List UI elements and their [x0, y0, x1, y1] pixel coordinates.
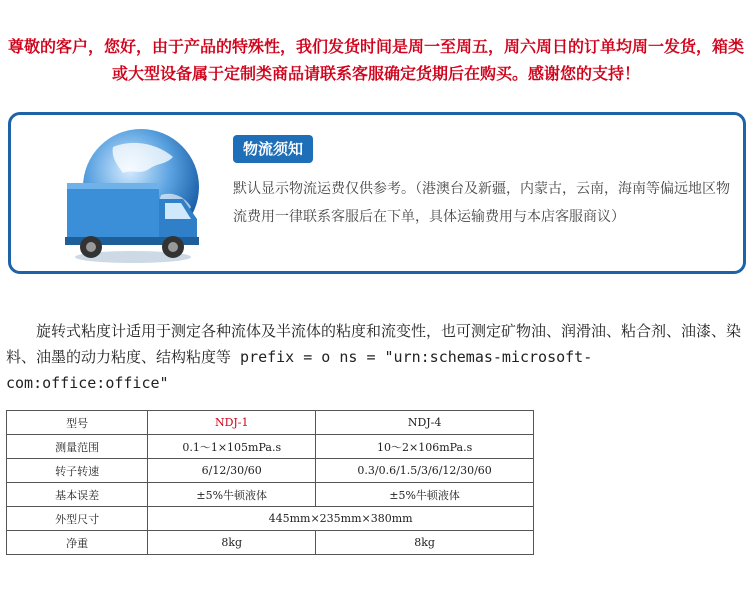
table-cell: 0.3/0.6/1.5/3/6/12/30/60 [316, 459, 534, 483]
table-cell: NDJ-1 [148, 411, 316, 435]
table-row [7, 483, 534, 507]
table-row [7, 459, 534, 483]
table-cell: ±5%牛顿液体 [316, 483, 534, 507]
table-cell: 型号 [7, 411, 148, 435]
globe-truck-illustration [61, 125, 211, 265]
table-cell: 445mm×235mm×380mm [148, 507, 534, 531]
table-cell: 8kg [316, 531, 534, 555]
table-cell: 8kg [148, 531, 316, 555]
shipping-notice-text: 默认显示物流运费仅供参考。（港澳台及新疆，内蒙古，云南，海南等偏远地区物流费用一律联系客服后在下单，具体运输费用与本店客服商议） [233, 181, 730, 225]
spec-table [6, 410, 534, 555]
table-row [7, 531, 534, 555]
shipping-info-card [8, 112, 746, 274]
table-row [7, 507, 534, 531]
table-cell: NDJ-4 [316, 411, 534, 435]
store-notice: 尊敬的客户，您好，由于产品的特殊性，我们发货时间是周一至周五，周六周日的订单均周一发货，箱类或大型设备属于定制类商品请联系客服确定货期后在购买。感谢您的支持！ [7, 37, 744, 83]
table-cell: 测量范围 [7, 435, 148, 459]
table-row [7, 411, 534, 435]
table-cell: ±5%牛顿液体 [148, 483, 316, 507]
product-description: 旋转式粘度计适用于测定各种流体及半流体的粘度和流变性，也可测定矿物油、润滑油、粘合剂、油漆、染料、油墨的动力粘度、结构粘度等 prefix = o ns = "urn:schemas-microsoft-com:office:office" [6, 322, 742, 392]
table-cell: 10～2×106mPa.s [316, 435, 534, 459]
shipping-notice-badge: 物流须知 [233, 135, 313, 163]
table-cell: 6/12/30/60 [148, 459, 316, 483]
table-cell: 0.1～1×105mPa.s [148, 435, 316, 459]
table-row [7, 435, 534, 459]
table-cell: 转子转速 [7, 459, 148, 483]
table-cell: 基本误差 [7, 483, 148, 507]
table-cell: 净重 [7, 531, 148, 555]
table-cell: 外型尺寸 [7, 507, 148, 531]
